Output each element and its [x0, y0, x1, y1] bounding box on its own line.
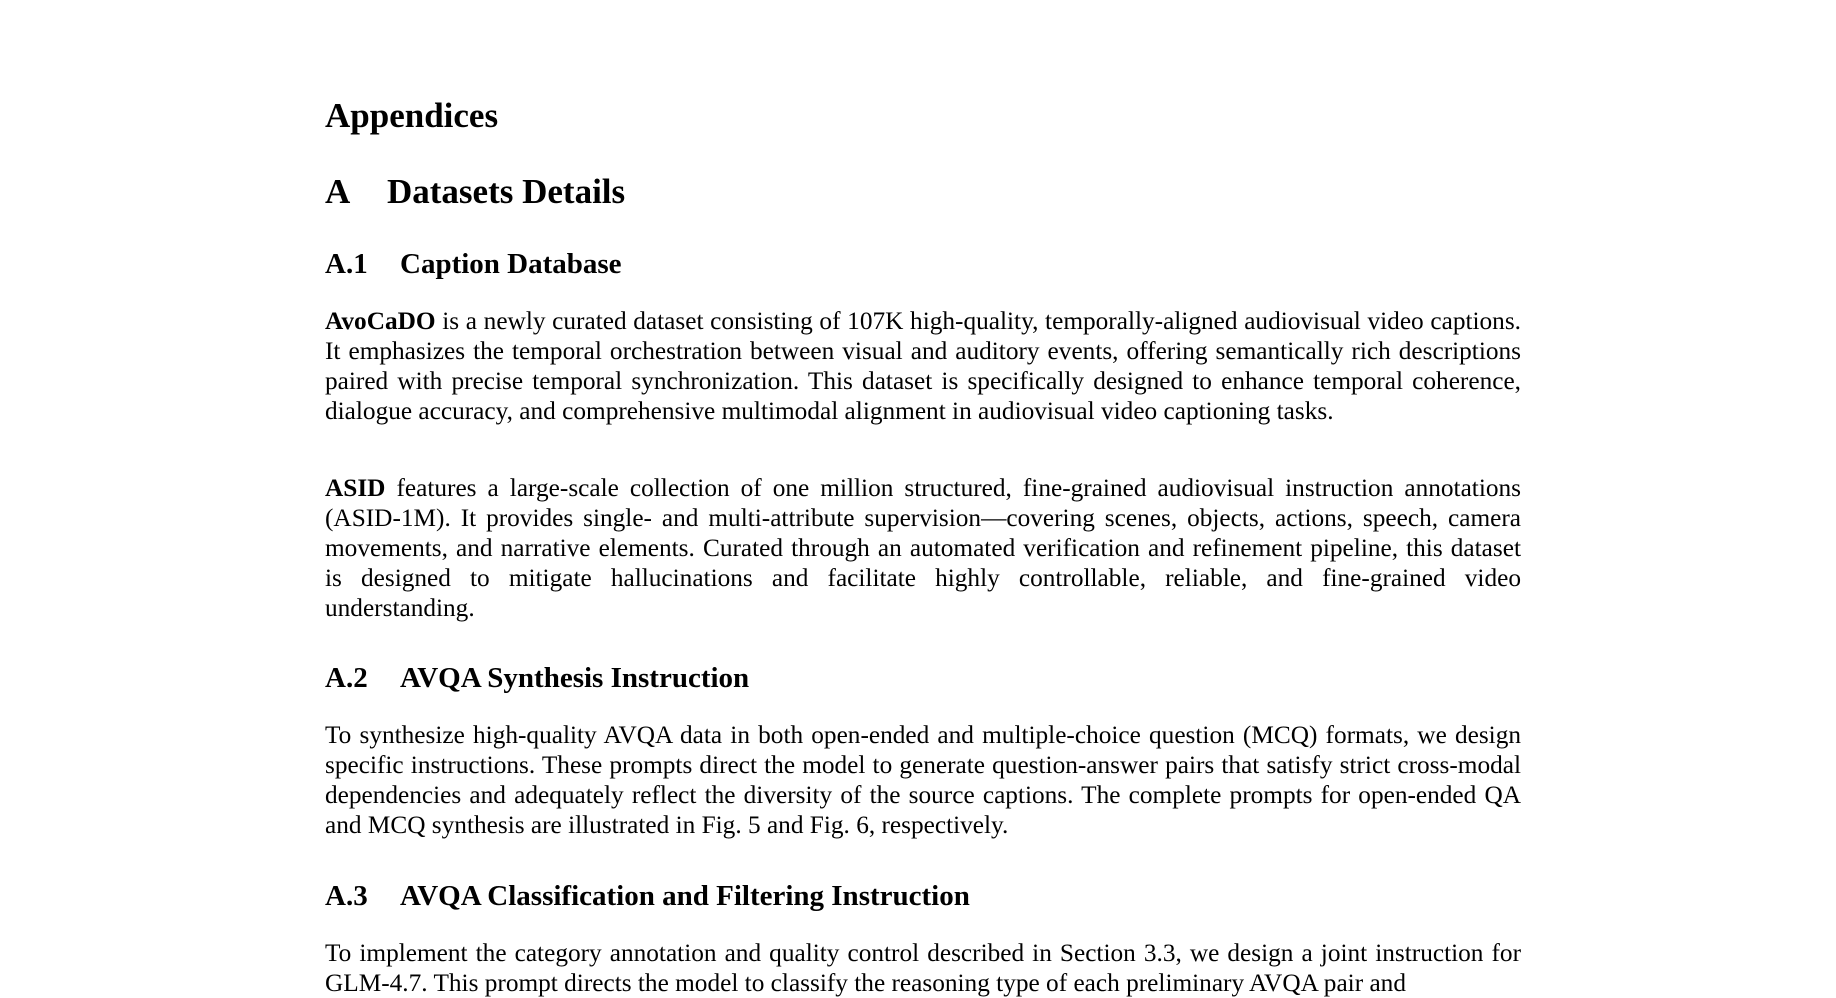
dataset-name-avocado: AvoCaDO — [325, 307, 436, 335]
paragraph-text: features a large-scale collection of one million structured, fine-grained audiovisual instruction annotations (ASID-1M). It provides single- and multi-attribute supervision—covering scenes, objects, actions, speech, camera movements, and narrative elements. Curated through an automated verification and refinement pipeline, this dataset is designed to mitigate hallucinations and facilitate highly controllable, reliable, and fine-grained video understanding. — [325, 474, 1521, 622]
subsection-title: AVQA Synthesis Instruction — [400, 662, 750, 694]
subsection-title: Caption Database — [400, 248, 622, 280]
paragraph-avocado — [325, 306, 1521, 426]
section-heading — [325, 172, 625, 212]
paragraph-text: To implement the category annotation and quality control described in Section 3.3, we design a joint instruction for GLM-4.7. This prompt directs the model to classify the reasoning type of each preliminary AVQA pair and — [325, 939, 1521, 997]
subsection-number: A.3 — [325, 880, 368, 912]
paragraph-text: To synthesize high-quality AVQA data in both open-ended and multiple-choice question (MCQ) formats, we design specific instructions. These prompts direct the model to generate question-answer pairs that satisfy strict cross-modal dependencies and adequately reflect the diversity of the source captions. The complete prompts for open-ended QA and MCQ synthesis are illustrated in Fig. 5 and Fig. 6, respectively. — [325, 721, 1521, 839]
paragraph-text: is a newly curated dataset consisting of 107K high-quality, temporally-aligned audiovisual video captions. It emphasizes the temporal orchestration between visual and auditory events, offering semantically rich descriptions paired with precise temporal synchronization. This dataset is specifically designed to enhance temporal coherence, dialogue accuracy, and comprehensive multimodal alignment in audiovisual video captioning tasks. — [325, 307, 1521, 425]
subsection-title: AVQA Classification and Filtering Instruction — [400, 880, 970, 912]
paragraph-asid — [325, 473, 1521, 623]
section-number: A — [325, 172, 351, 211]
subsection-heading-a1 — [325, 247, 622, 281]
paragraph-avqa-synthesis — [325, 720, 1521, 840]
subsection-number: A.1 — [325, 248, 368, 280]
subsection-number: A.2 — [325, 662, 368, 694]
subsection-heading-a3 — [325, 879, 970, 913]
dataset-name-asid: ASID — [325, 474, 386, 502]
subsection-heading-a2 — [325, 661, 749, 695]
appendices-heading: Appendices — [325, 96, 499, 135]
section-title: Datasets Details — [387, 172, 626, 211]
paragraph-avqa-classification — [325, 938, 1521, 998]
